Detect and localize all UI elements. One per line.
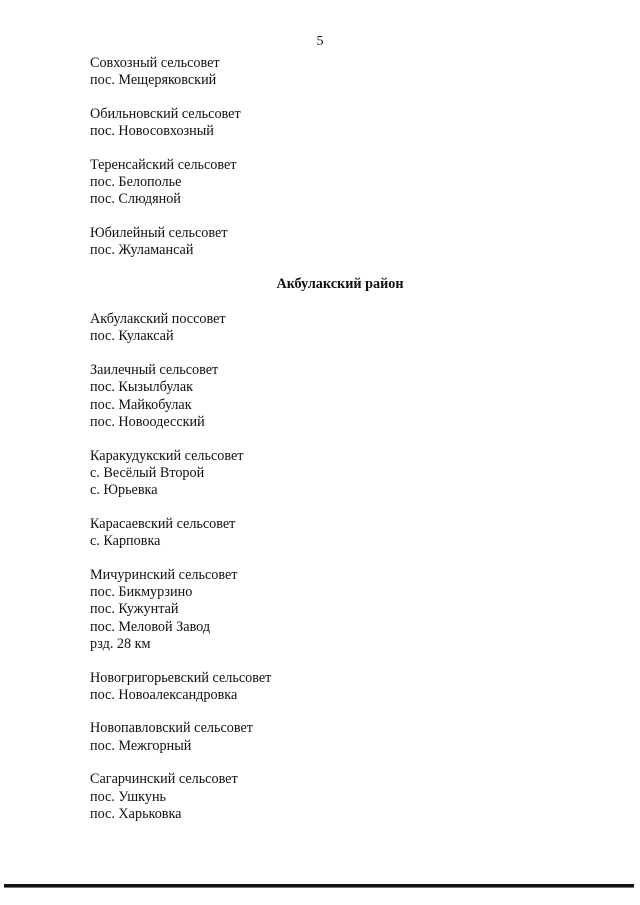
- settlement-name: пос. Мещеряковский: [90, 72, 217, 89]
- settlement-name: с. Карповка: [90, 533, 161, 550]
- page-number: 5: [316, 34, 324, 49]
- council-block: [90, 567, 570, 654]
- council-block: [90, 771, 570, 823]
- settlement-name: пос. Кулаксай: [90, 328, 174, 345]
- council-name: Новопавловский сельсовет: [90, 720, 253, 737]
- council-name: Карасаевский сельсовет: [90, 515, 236, 532]
- council-name: Акбулакский поссовет: [90, 311, 226, 328]
- council-name: Совхозный сельсовет: [90, 55, 220, 71]
- council-block: [90, 106, 570, 141]
- council-block: [90, 225, 570, 260]
- council-name: Мичуринский сельсовет: [90, 566, 238, 583]
- settlement-name: пос. Новоодесский: [90, 414, 205, 431]
- council-block: [90, 362, 570, 432]
- section-akbulak-district: [90, 311, 570, 823]
- council-block: [90, 311, 570, 346]
- council-name: Теренсайский сельсовет: [90, 156, 237, 173]
- council-block: [90, 516, 570, 551]
- council-block: [90, 720, 570, 755]
- settlement-name: пос. Межгорный: [90, 737, 192, 754]
- council-name: Обильновский сельсовет: [90, 105, 241, 122]
- settlement-name: пос. Слюдяной: [90, 191, 181, 208]
- settlement-name: пос. Кызылбулак: [90, 379, 194, 396]
- settlement-name: пос. Новоалександровка: [90, 686, 238, 703]
- council-name: Каракудукский сельсовет: [90, 447, 244, 464]
- settlement-name: пос. Харьковка: [90, 806, 182, 822]
- section-continued-district: [90, 55, 570, 260]
- settlement-name: пос. Кужунтай: [90, 601, 179, 618]
- settlement-list: [90, 55, 570, 839]
- council-name: Юбилейный сельсовет: [90, 224, 228, 241]
- settlement-name: пос. Меловой Завод: [90, 618, 211, 635]
- council-name: Новогригорьевский сельсовет: [90, 669, 272, 686]
- council-name: Сагарчинский сельсовет: [90, 771, 238, 788]
- settlement-name: рзд. 28 км: [90, 636, 151, 653]
- settlement-name: с. Весёлый Второй: [90, 464, 205, 481]
- council-block: [90, 55, 570, 90]
- settlement-name: с. Юрьевка: [90, 482, 158, 499]
- settlement-name: пос. Жуламансай: [90, 242, 194, 259]
- council-block: [90, 670, 570, 705]
- settlement-name: пос. Белополье: [90, 174, 182, 191]
- page-bottom-rule-shadow: [4, 887, 634, 888]
- settlement-name: пос. Ушкунь: [90, 788, 167, 805]
- council-block: [90, 448, 570, 500]
- district-heading: Акбулакский район: [276, 275, 404, 292]
- settlement-name: пос. Майкобулак: [90, 396, 192, 413]
- settlement-name: пос. Новосовхозный: [90, 123, 214, 140]
- settlement-name: пос. Бикмурзино: [90, 583, 193, 600]
- council-name: Заилечный сельсовет: [90, 361, 219, 378]
- council-block: [90, 157, 570, 209]
